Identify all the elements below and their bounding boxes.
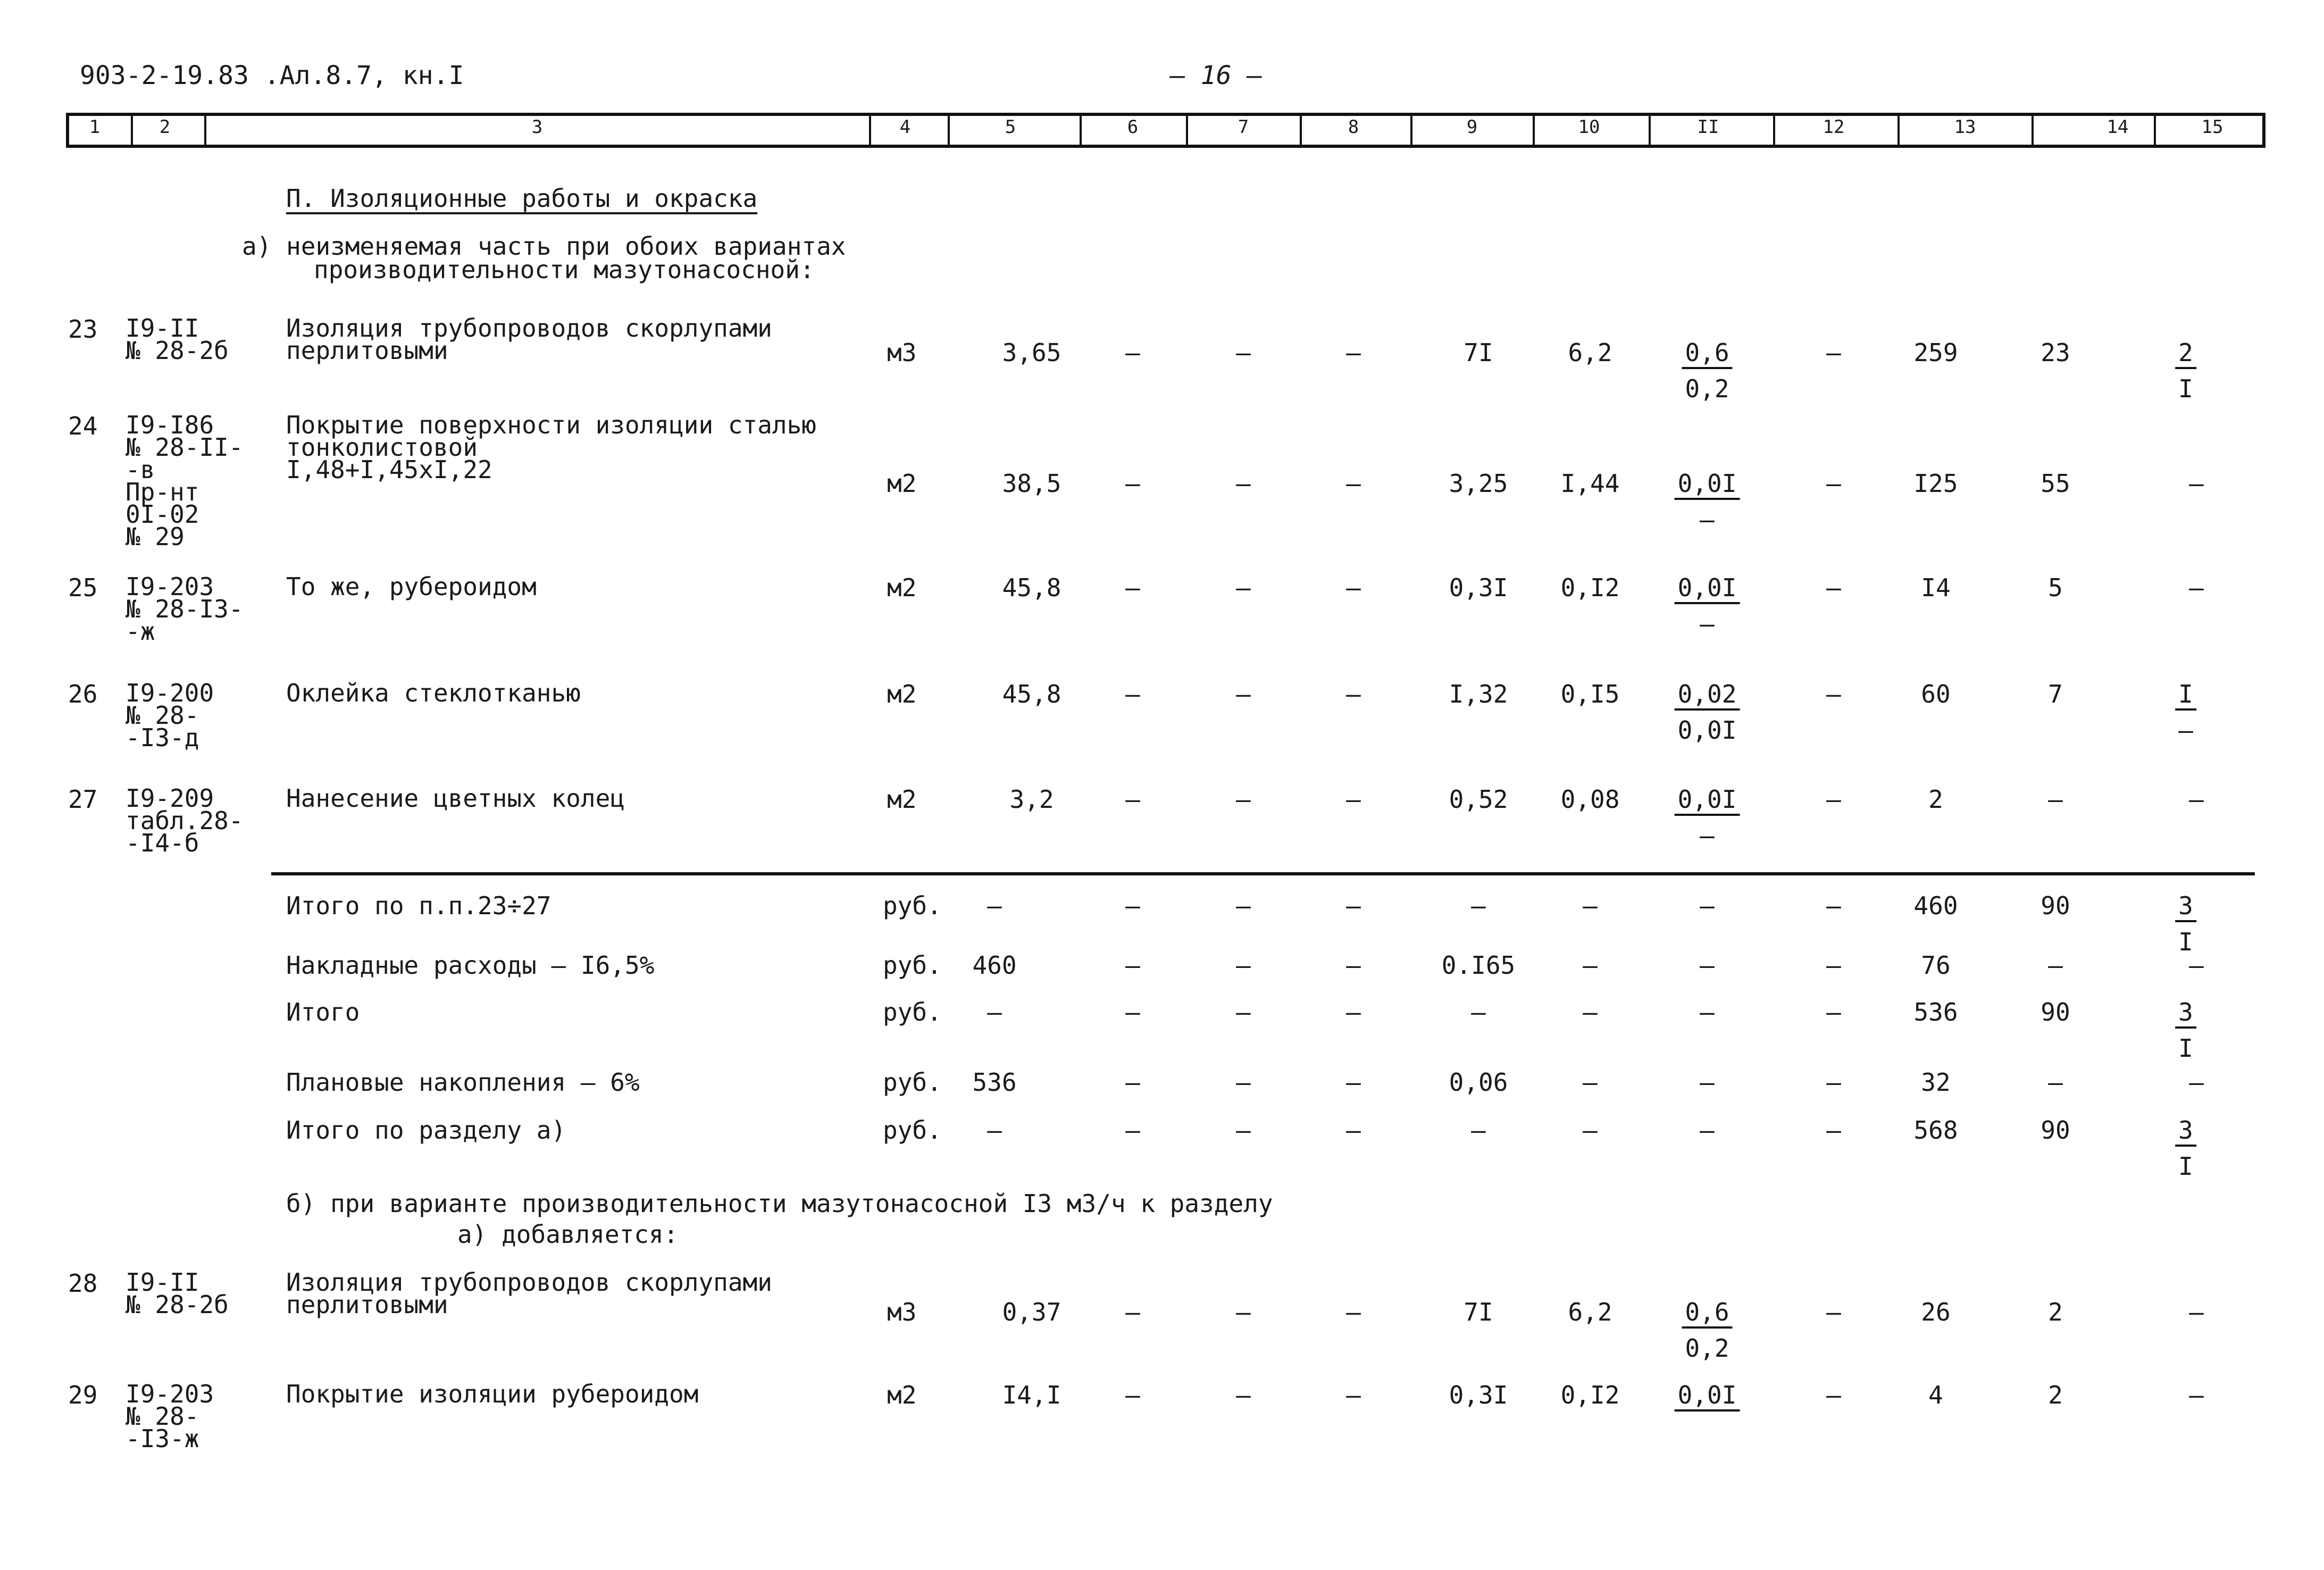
column-divider (1773, 113, 1775, 148)
total-dash: – (1346, 891, 1361, 920)
row-col15-numerator: 2 (2175, 340, 2196, 369)
column-number: 9 (1466, 116, 1478, 138)
column-number: 7 (1238, 116, 1249, 138)
column-divider (131, 113, 133, 148)
row-col13: 4 (1928, 1381, 1943, 1409)
row-col8: – (1346, 469, 1361, 498)
row-code-line: № 28- (126, 701, 199, 730)
total-dash: – (1236, 951, 1251, 980)
total-unit: руб. (883, 998, 942, 1026)
column-number: 8 (1348, 116, 1359, 138)
total-col14: 90 (2041, 1116, 2070, 1145)
column-divider (1897, 113, 1900, 148)
total-col15-denominator: I (2178, 1034, 2193, 1063)
row-col14: 5 (2048, 573, 2063, 602)
row-col11-numerator: 0,02 (1675, 682, 1740, 711)
row-col9: 0,52 (1449, 785, 1508, 814)
row-code (126, 1380, 214, 1453)
row-code-line: № 28- (126, 1402, 199, 1431)
total-dash: – (1700, 1068, 1715, 1097)
row-col11-numerator: 0,6 (1682, 340, 1732, 369)
row-col11-denominator: – (1700, 821, 1715, 850)
column-number: 10 (1578, 116, 1600, 138)
row-unit: м3 (887, 1298, 917, 1326)
row-description (286, 679, 581, 707)
row-col10: 0,I2 (1560, 1381, 1620, 1409)
total-col9: 0.I65 (1441, 951, 1516, 980)
total-col15-denominator: I (2178, 928, 2193, 956)
row-unit: м2 (887, 469, 917, 498)
row-description-line: I,48+I,45хI,22 (286, 455, 492, 484)
row-col7: – (1236, 338, 1251, 367)
row-col13: I4 (1921, 573, 1951, 602)
total-col5: – (987, 1116, 1002, 1145)
total-label: Итого по разделу а) (286, 1116, 566, 1145)
total-col14: 90 (2041, 891, 2070, 920)
total-dash: – (1583, 1068, 1598, 1097)
row-col15 (2175, 680, 2196, 745)
column-divider (204, 113, 206, 148)
row-description-line: Нанесение цветных колец (286, 784, 625, 813)
total-label: Итого (286, 998, 360, 1026)
total-dash: – (1346, 1068, 1361, 1097)
row-col12: – (1826, 1298, 1841, 1326)
row-col15 (2175, 340, 2196, 401)
total-dash: – (1346, 951, 1361, 980)
row-code-line: № 28-2б (126, 336, 229, 365)
row-col6: – (1125, 338, 1140, 367)
column-divider (1186, 113, 1188, 148)
row-col6: – (1125, 573, 1140, 602)
row-description-line: То же, рубероидом (286, 572, 537, 601)
row-col12: – (1826, 573, 1841, 602)
row-col7: – (1236, 1298, 1251, 1326)
section-a-subtitle-line2: производительности мазутонасосной: (314, 255, 815, 284)
row-col12: – (1826, 785, 1841, 814)
row-col15-numerator: I (2175, 682, 2196, 711)
total-col9: 0,06 (1449, 1068, 1508, 1097)
row-description-line: перлитовыми (286, 336, 448, 365)
row-number: 29 (68, 1381, 98, 1409)
row-col9: I,32 (1449, 680, 1508, 708)
total-dash: – (1125, 951, 1140, 980)
row-col12: – (1826, 469, 1841, 498)
column-divider (1533, 113, 1535, 148)
row-col15: – (2189, 573, 2204, 602)
row-quantity: 45,8 (1002, 680, 1061, 708)
row-number: 26 (68, 680, 98, 708)
row-description-line: Изоляция трубопроводов скорлупами (286, 314, 772, 343)
row-col13: 60 (1921, 680, 1951, 708)
total-dash: – (1125, 1116, 1140, 1145)
row-code-line: I9-209 (126, 784, 214, 813)
row-col11-denominator: 0,2 (1685, 374, 1729, 403)
row-code-line: I9-200 (126, 679, 214, 707)
column-divider (1080, 113, 1082, 148)
total-dash: – (1583, 951, 1598, 980)
row-code-line: -ж (126, 617, 155, 646)
total-unit: руб. (883, 951, 942, 980)
document-code: 903-2-19.83 .Ал.8.7, кн.I (80, 61, 464, 90)
row-col6: – (1125, 469, 1140, 498)
row-col11-denominator: 0,0I (1677, 716, 1737, 745)
row-code-line: табл.28- (126, 806, 244, 835)
row-description-line: перлитовыми (286, 1290, 448, 1319)
row-code-line: -I3-ж (126, 1424, 199, 1453)
total-dash: – (1700, 951, 1715, 980)
column-number: 15 (2201, 116, 2223, 138)
column-number: 12 (1823, 116, 1845, 138)
row-unit: м2 (887, 680, 917, 708)
total-col5: 536 (972, 1068, 1017, 1097)
row-col10: 0,I2 (1560, 573, 1620, 602)
row-quantity: 0,37 (1002, 1298, 1061, 1326)
row-col14: – (2048, 785, 2063, 814)
total-col14: – (2048, 1068, 2063, 1097)
row-col7: – (1236, 573, 1251, 602)
row-code (126, 411, 244, 551)
row-quantity: I4,I (1002, 1381, 1061, 1409)
total-col13: 568 (1913, 1116, 1958, 1145)
total-col15-numerator: 3 (2175, 893, 2196, 922)
section-title: П. Изоляционные работы и окраска (286, 184, 758, 213)
column-divider (2032, 113, 2034, 148)
total-dash: – (1125, 998, 1140, 1026)
total-dash: – (1236, 891, 1251, 920)
column-divider (1300, 113, 1302, 148)
row-code (126, 679, 214, 752)
total-label: Плановые накопления – 6% (286, 1068, 640, 1097)
row-unit: м2 (887, 1381, 917, 1409)
row-col9: 3,25 (1449, 469, 1508, 498)
row-col7: – (1236, 680, 1251, 708)
row-description-line: Покрытие изоляции рубероидом (286, 1380, 699, 1408)
column-divider (1649, 113, 1651, 148)
row-col11 (1675, 1383, 1740, 1419)
row-col8: – (1346, 338, 1361, 367)
section-b-subtitle-line1: б) при варианте производительности мазутонасосной I3 м3/ч к разделу (286, 1189, 1273, 1218)
row-code (126, 1268, 229, 1319)
row-number: 27 (68, 785, 98, 814)
row-col11-numerator: 0,0I (1675, 575, 1740, 604)
total-dash: – (1700, 998, 1715, 1026)
row-description-line: Изоляция трубопроводов скорлупами (286, 1268, 772, 1297)
totals-divider (271, 872, 2255, 875)
total-col15 (2175, 1118, 2196, 1179)
total-col13: 460 (1913, 891, 1958, 920)
total-dash: – (1236, 1116, 1251, 1145)
row-col11 (1675, 471, 1740, 532)
column-number: 2 (159, 116, 171, 138)
total-col15-denominator: I (2178, 1152, 2193, 1181)
row-col11 (1682, 1298, 1732, 1363)
row-col9: 7I (1464, 338, 1493, 367)
total-col15 (2175, 893, 2196, 954)
total-col13: 536 (1913, 998, 1958, 1026)
row-number: 25 (68, 573, 98, 602)
row-col11 (1675, 787, 1740, 848)
row-col11 (1675, 575, 1740, 636)
row-col15-denominator: I (2178, 374, 2193, 403)
section-a-subtitle-line1: а) неизменяемая часть при обоих вариантах (242, 232, 846, 261)
row-col9: 0,3I (1449, 1381, 1508, 1409)
row-unit: м2 (887, 573, 917, 602)
row-col6: – (1125, 1381, 1140, 1409)
row-col14: 2 (2048, 1298, 2063, 1326)
column-number: 4 (899, 116, 911, 138)
row-col6: – (1125, 680, 1140, 708)
row-quantity: 3,2 (1009, 785, 1054, 814)
row-col12: – (1826, 680, 1841, 708)
page-number: — 16 — (1170, 61, 1263, 90)
total-col15 (2175, 998, 2196, 1063)
row-code-line: Пр-нт (126, 478, 199, 506)
column-number-bar (66, 113, 2266, 148)
row-unit: м3 (887, 338, 917, 367)
row-code-line: -I4-б (126, 829, 199, 857)
row-code (126, 314, 229, 365)
row-col11-denominator: – (1700, 609, 1715, 638)
total-dash: – (1826, 891, 1841, 920)
column-number: 13 (1954, 116, 1976, 138)
column-number: 5 (1005, 116, 1016, 138)
row-col14: 7 (2048, 680, 2063, 708)
row-code-line: № 29 (126, 522, 185, 551)
row-col15: – (2189, 1298, 2204, 1326)
row-col13: 259 (1913, 338, 1958, 367)
total-dash: – (1700, 891, 1715, 920)
row-code-line: 0I-02 (126, 500, 199, 529)
row-col8: – (1346, 785, 1361, 814)
total-col15: – (2189, 1068, 2204, 1097)
total-label: Накладные расходы – I6,5% (286, 951, 655, 980)
row-col13: I25 (1913, 469, 1958, 498)
row-number: 24 (68, 412, 98, 440)
row-code-line: -в (126, 455, 155, 484)
row-col7: – (1236, 785, 1251, 814)
row-col15: – (2189, 1381, 2204, 1409)
row-quantity: 45,8 (1002, 573, 1061, 602)
row-col11-numerator: 0,0I (1675, 1383, 1740, 1412)
row-col8: – (1346, 573, 1361, 602)
column-divider (869, 113, 871, 148)
total-unit: руб. (883, 1116, 942, 1145)
total-col9: – (1471, 1116, 1486, 1145)
total-dash: – (1583, 998, 1598, 1026)
row-col11 (1682, 340, 1732, 401)
row-description (286, 784, 625, 813)
row-col6: – (1125, 785, 1140, 814)
row-col15-denominator: – (2178, 716, 2193, 745)
total-dash: – (1700, 1116, 1715, 1145)
total-col15: – (2189, 951, 2204, 980)
row-number: 23 (68, 315, 98, 344)
row-code-line: I9-I86 (126, 411, 214, 439)
total-col13: 32 (1921, 1068, 1951, 1097)
total-dash: – (1583, 1116, 1598, 1145)
row-number: 28 (68, 1269, 98, 1298)
total-dash: – (1583, 891, 1598, 920)
row-col11-numerator: 0,0I (1675, 471, 1740, 500)
row-col13: 2 (1928, 785, 1943, 814)
total-label: Итого по п.п.23÷27 (286, 891, 551, 920)
row-col10: I,44 (1560, 469, 1620, 498)
column-divider (2154, 113, 2156, 148)
total-dash: – (1826, 1068, 1841, 1097)
total-col15-numerator: 3 (2175, 1000, 2196, 1029)
total-dash: – (1236, 998, 1251, 1026)
total-unit: руб. (883, 1068, 942, 1097)
row-col11-numerator: 0,0I (1675, 787, 1740, 816)
total-dash: – (1236, 1068, 1251, 1097)
total-col9: – (1471, 998, 1486, 1026)
total-dash: – (1826, 1116, 1841, 1145)
row-col8: – (1346, 1381, 1361, 1409)
total-dash: – (1826, 951, 1841, 980)
column-number: 1 (89, 116, 101, 138)
row-code-line: I9-II (126, 1268, 199, 1297)
row-description (286, 572, 537, 601)
row-description-line: тонколистовой (286, 433, 478, 462)
column-number: 6 (1127, 116, 1139, 138)
row-col11 (1675, 680, 1740, 745)
row-col12: – (1826, 338, 1841, 367)
row-description (286, 1380, 699, 1408)
row-col7: – (1236, 1381, 1251, 1409)
row-code (126, 572, 244, 646)
row-col10: 6,2 (1568, 338, 1612, 367)
row-col6: – (1125, 1298, 1140, 1326)
total-dash: – (1346, 1116, 1361, 1145)
row-description (286, 314, 772, 365)
row-col10: 0,I5 (1560, 680, 1620, 708)
column-number: 3 (531, 116, 543, 138)
row-unit: м2 (887, 785, 917, 814)
row-code-line: I9-II (126, 314, 199, 343)
row-col13: 26 (1921, 1298, 1951, 1326)
row-col9: 0,3I (1449, 573, 1508, 602)
total-dash: – (1125, 1068, 1140, 1097)
column-number: II (1697, 116, 1719, 138)
row-col8: – (1346, 1298, 1361, 1326)
row-col12: – (1826, 1381, 1841, 1409)
total-col9: – (1471, 891, 1486, 920)
row-code (126, 784, 244, 857)
row-col14: 55 (2041, 469, 2070, 498)
row-description-line: Покрытие поверхности изоляции сталью (286, 411, 816, 439)
total-unit: руб. (883, 891, 942, 920)
row-col10: 6,2 (1568, 1298, 1612, 1326)
row-code-line: I9-203 (126, 572, 214, 601)
section-b-subtitle-line2: а) добавляется: (457, 1220, 679, 1249)
row-code-line: № 28-2б (126, 1290, 229, 1319)
row-col11-numerator: 0,6 (1682, 1300, 1732, 1329)
row-description (286, 1268, 772, 1319)
row-col8: – (1346, 680, 1361, 708)
column-divider (1410, 113, 1412, 148)
row-quantity: 38,5 (1002, 469, 1061, 498)
row-col15: – (2189, 469, 2204, 498)
row-code-line: № 28-I3- (126, 595, 244, 623)
row-description-line: Оклейка стеклотканью (286, 679, 581, 707)
column-number: 14 (2106, 116, 2129, 138)
column-divider (948, 113, 950, 148)
row-description (286, 411, 816, 484)
row-code-line: I9-203 (126, 1380, 214, 1408)
row-col11-denominator: – (1700, 505, 1715, 534)
row-col9: 7I (1464, 1298, 1493, 1326)
row-col7: – (1236, 469, 1251, 498)
row-code-line: -I3-д (126, 723, 199, 752)
total-col5: – (987, 891, 1002, 920)
total-col5: 460 (972, 951, 1017, 980)
row-code-line: № 28-II- (126, 433, 244, 462)
total-dash: – (1346, 998, 1361, 1026)
total-col14: 90 (2041, 998, 2070, 1026)
row-quantity: 3,65 (1002, 338, 1061, 367)
row-col14: 23 (2041, 338, 2070, 367)
total-col15-numerator: 3 (2175, 1118, 2196, 1147)
total-dash: – (1125, 891, 1140, 920)
row-col11-denominator: 0,2 (1685, 1334, 1729, 1363)
row-col10: 0,08 (1560, 785, 1620, 814)
total-dash: – (1826, 998, 1841, 1026)
total-col5: – (987, 998, 1002, 1026)
row-col14: 2 (2048, 1381, 2063, 1409)
total-col14: – (2048, 951, 2063, 980)
total-col13: 76 (1921, 951, 1951, 980)
row-col15: – (2189, 785, 2204, 814)
